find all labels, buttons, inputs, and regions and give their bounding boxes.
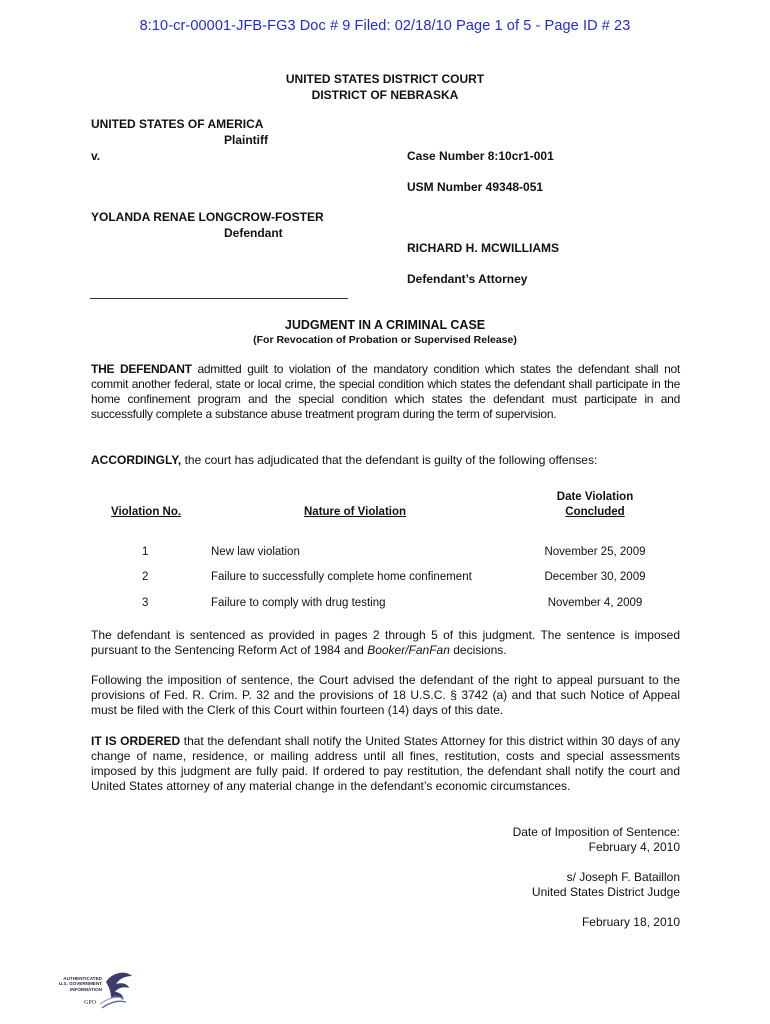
defendant-name: YOLANDA RENAE LONGCROW-FOSTER bbox=[91, 210, 324, 224]
violation-date: December 30, 2009 bbox=[544, 571, 646, 583]
paragraph-text: admitted guilt to violation of the mandatory condition which states the defendant shall not commit another federal, state or local crime, the special condition which states the defendant shall participate in the home confinement program and the special condition which states the defendant must participate in and successfully complete a substance abuse treatment program during the term of supervision. bbox=[91, 362, 680, 421]
paragraph-italic: Booker/FanFan bbox=[367, 643, 450, 657]
violation-number: 1 bbox=[142, 546, 149, 558]
paragraph-accordingly bbox=[91, 453, 680, 468]
table-header-violation-no: Violation No. bbox=[111, 506, 182, 518]
seal-line: AUTHENTICATED bbox=[63, 976, 102, 981]
paragraph-text: decisions. bbox=[449, 643, 507, 657]
table-header-nature: Nature of Violation bbox=[304, 506, 407, 518]
paragraph-text: that the defendant shall notify the United States Attorney for this district within 30 days of any change of name, residence, or mailing address until all fines, restitution, costs and special assessments imposed by this judgment are fully paid. If ordered to pay restitution, the defendant shall notify the court and United States attorney of any material change in the defendant’s economic circumstances. bbox=[91, 734, 680, 793]
usm-number: USM Number 49348-051 bbox=[407, 180, 544, 194]
signature-title: United States District Judge bbox=[531, 885, 680, 899]
signed-date: February 18, 2010 bbox=[581, 915, 680, 929]
filing-header-stamp: 8:10-cr-00001-JFB-FG3 Doc # 9 Filed: 02/18/10 Page 1 of 5 - Page ID # 23 bbox=[139, 18, 631, 34]
caption-divider bbox=[90, 298, 348, 299]
imposition-date: February 4, 2010 bbox=[588, 840, 680, 854]
seal-line: U.S. GOVERNMENT bbox=[58, 981, 102, 987]
violation-date: November 4, 2009 bbox=[547, 597, 643, 609]
paragraph-it-is-ordered bbox=[91, 734, 680, 794]
attorney-role: Defendant’s Attorney bbox=[407, 272, 528, 286]
violation-date: November 25, 2009 bbox=[544, 546, 646, 558]
violation-nature: Failure to comply with drug testing bbox=[211, 597, 386, 609]
defendant-role: Defendant bbox=[224, 226, 283, 240]
paragraph-text: the court has adjudicated that the defendant is guilty of the following offenses: bbox=[181, 453, 598, 467]
signature-name: s/ Joseph F. Bataillon bbox=[566, 870, 680, 884]
seal-text bbox=[38, 976, 102, 992]
gpo-authentication-seal bbox=[38, 968, 138, 1012]
seal-gpo-label: GPO bbox=[84, 1000, 97, 1006]
court-name: UNITED STATES DISTRICT COURT bbox=[285, 72, 485, 86]
violation-nature: New law violation bbox=[211, 546, 300, 558]
table-header-date bbox=[520, 490, 670, 520]
court-district: DISTRICT OF NEBRASKA bbox=[311, 88, 459, 102]
paragraph-appeal: Following the imposition of sentence, the Court advised the defendant of the right to appeal pursuant to the provisions of Fed. R. Crim. P. 32 and the provisions of 18 U.S.C. § 3742 (a) and that such Notice of Appeal must be filed with the Clerk of this Court within fourteen (14) days of this date. bbox=[91, 673, 680, 717]
seal-line: INFORMATION bbox=[69, 986, 102, 992]
table-header-date-line1: Date Violation bbox=[556, 491, 634, 503]
imposition-label: Date of Imposition of Sentence: bbox=[512, 825, 680, 839]
paragraph-lead: IT IS ORDERED bbox=[91, 734, 181, 748]
table-row bbox=[0, 596, 770, 611]
table-row bbox=[0, 570, 770, 585]
paragraph-lead: THE DEFENDANT bbox=[91, 362, 192, 376]
violation-number: 3 bbox=[142, 597, 149, 609]
paragraph-defendant-admission bbox=[91, 362, 680, 422]
attorney-name: RICHARD H. MCWILLIAMS bbox=[407, 241, 559, 255]
eagle-icon bbox=[96, 968, 136, 1012]
plaintiff-role: Plaintiff bbox=[224, 133, 268, 147]
paragraph-sentence bbox=[91, 628, 680, 658]
court-heading bbox=[0, 71, 770, 103]
judgment-title: JUDGMENT IN A CRIMINAL CASE bbox=[284, 318, 486, 332]
table-header-date-line2: Concluded bbox=[565, 506, 625, 518]
paragraph-text: The defendant is sentenced as provided in pages 2 through 5 of this judgment. The sentence is imposed pursuant to the Sentencing Reform Act of 1984 and bbox=[91, 628, 680, 657]
plaintiff-name: UNITED STATES OF AMERICA bbox=[91, 117, 264, 131]
case-number: Case Number 8:10cr1-001 bbox=[407, 149, 554, 163]
table-row bbox=[0, 545, 770, 560]
paragraph-lead: ACCORDINGLY, bbox=[91, 453, 182, 467]
violation-number: 2 bbox=[142, 571, 149, 583]
judgment-subtitle: (For Revocation of Probation or Supervised Release) bbox=[253, 334, 517, 346]
versus: v. bbox=[91, 149, 101, 163]
violation-nature: Failure to successfully complete home confinement bbox=[211, 571, 472, 583]
